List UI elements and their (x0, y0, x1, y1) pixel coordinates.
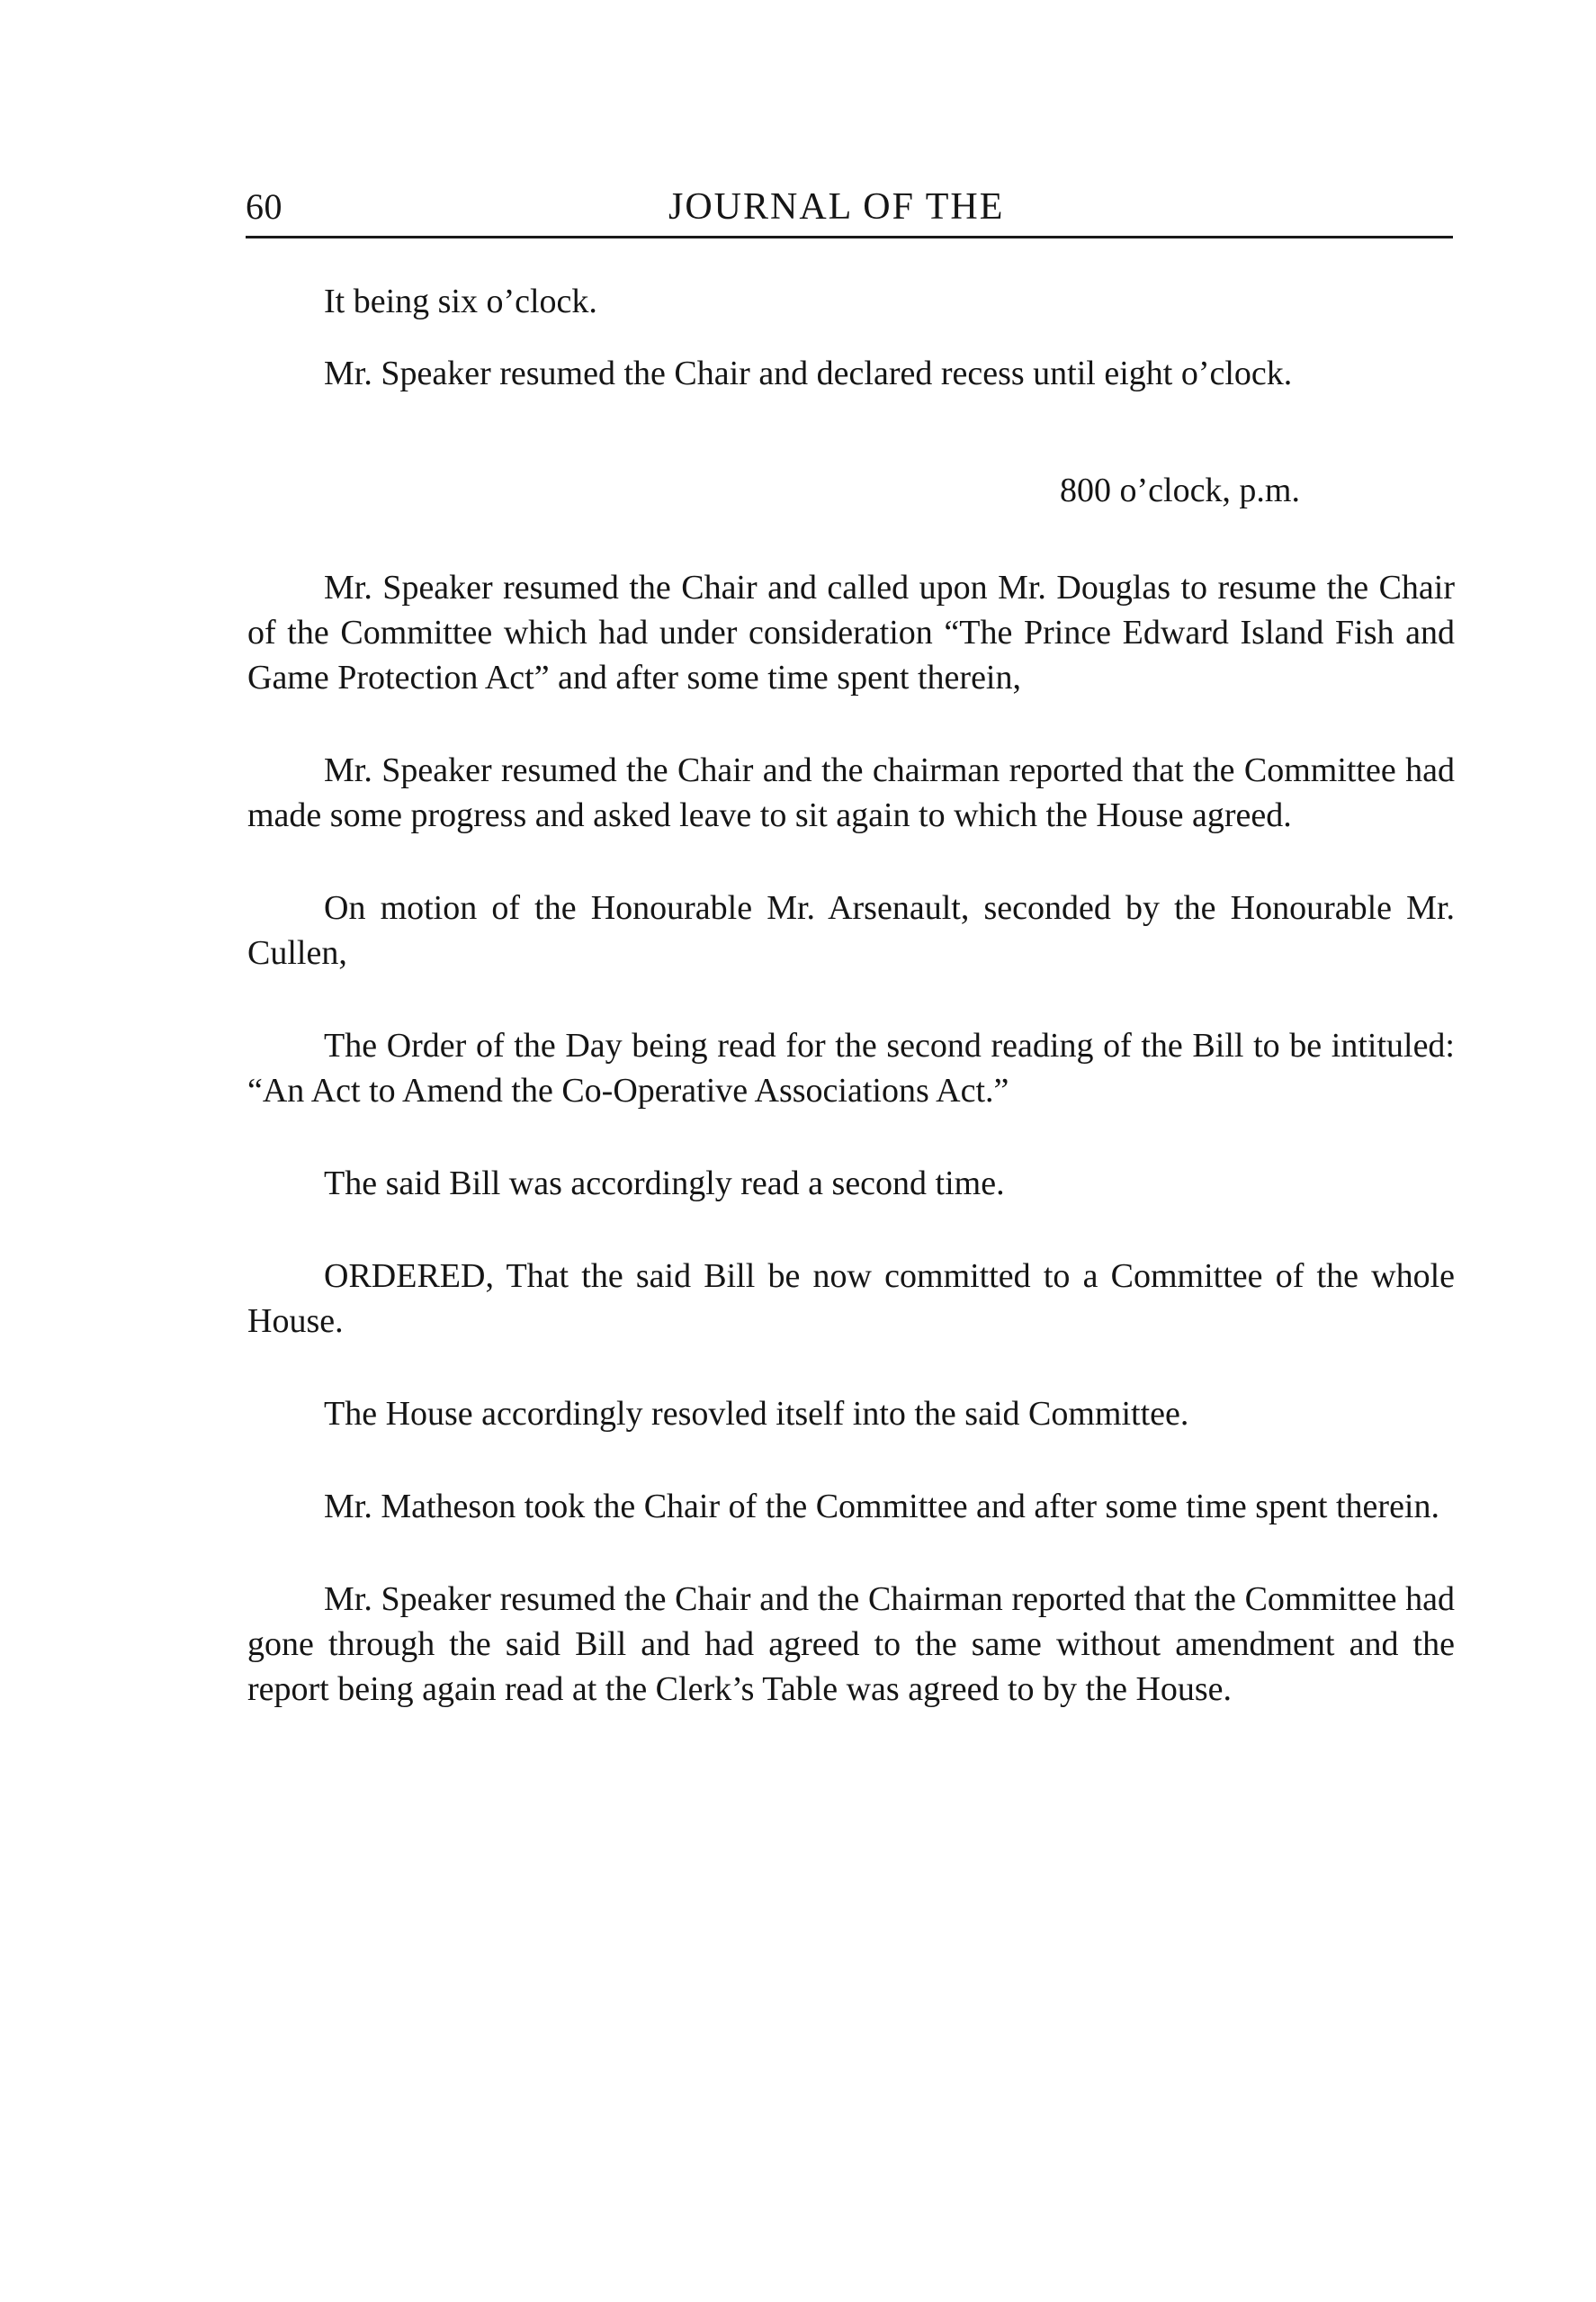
journal-body (247, 279, 1455, 1712)
page-header (246, 184, 1451, 238)
paragraph-ordered: ORDERED, That the said Bill be now committed to a Committee of the whole House. (247, 1257, 1455, 1340)
running-title: JOURNAL OF THE (668, 186, 1005, 228)
paragraph-matheson-chair: Mr. Matheson took the Chair of the Committee and after some time spent therein. (324, 1488, 1439, 1525)
paragraph-douglas-committee: Mr. Speaker resumed the Chair and called upon Mr. Douglas to resume the Chair of the Committee which had under consideration “The Prince Edward Island Fish and Game Protection Act” and after some time spent therein, (247, 569, 1455, 697)
paragraph-house-resolved: The House accordingly resovled itself into the said Committee. (324, 1395, 1189, 1433)
paragraph-motion: On motion of the Honourable Mr. Arsenault, seconded by the Honourable Mr. Cullen, (247, 889, 1455, 972)
header-rule (246, 236, 1453, 238)
time-heading: 800 o’clock, p.m. (1059, 472, 1300, 509)
paragraph-six-oclock: It being six o’clock. (324, 283, 597, 320)
paragraph-progress-report: Mr. Speaker resumed the Chair and the chairman reported that the Committee had made some progress and asked leave to sit again to which the House agreed. (247, 751, 1455, 834)
paragraph-second-reading: The said Bill was accordingly read a second time. (324, 1164, 1005, 1202)
paragraph-order-of-day: The Order of the Day being read for the second reading of the Bill to be intituled: “An Act to Amend the Co-Operative Associations Act.” (247, 1027, 1455, 1110)
paragraph-recess: Mr. Speaker resumed the Chair and declared recess until eight o’clock. (324, 355, 1293, 392)
paragraph-final-report: Mr. Speaker resumed the Chair and the Chairman reported that the Committee had gone through the said Bill and had agreed to the same without amendment and the report being again read at the Clerk’s Table was agreed to by the House. (247, 1580, 1455, 1708)
page-number: 60 (246, 186, 282, 227)
